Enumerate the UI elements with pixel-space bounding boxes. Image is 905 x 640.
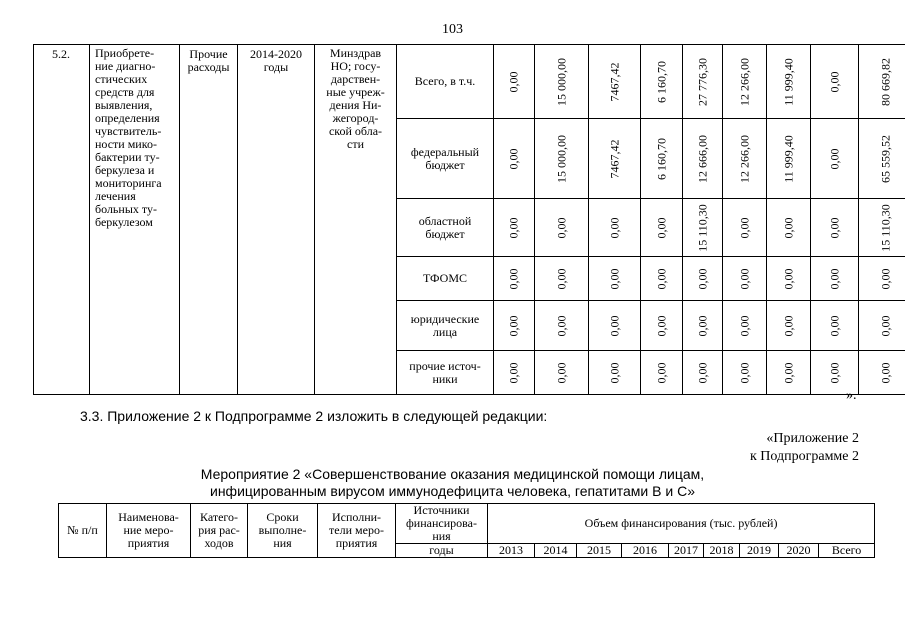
header-year: 2014 xyxy=(535,544,577,558)
funding-value: 0,00 xyxy=(781,268,795,289)
funding-value: 0,00 xyxy=(827,148,841,169)
header-executor xyxy=(318,504,396,558)
header-source-line: Источники xyxy=(413,503,470,517)
executor-line: дарствен- xyxy=(330,72,381,86)
closing-mark: ». xyxy=(846,388,857,403)
funding-source-line: бюджет xyxy=(425,157,465,172)
funding-value-cell xyxy=(589,119,641,199)
funding-source-line: Всего, в т.ч. xyxy=(414,74,476,88)
funding-value: 0,00 xyxy=(554,362,568,383)
funding-value: 11 999,40 xyxy=(781,134,795,183)
funding-value: 15 110,30 xyxy=(695,203,709,252)
funding-value-cell xyxy=(494,45,535,119)
funding-value: 0,00 xyxy=(695,268,709,289)
event-name-line: ности мико- xyxy=(95,137,157,151)
funding-row xyxy=(34,45,905,119)
event-name-line: выявления, xyxy=(95,98,153,112)
funding-value: 0,00 xyxy=(827,315,841,336)
instruction-text: 3.3. Приложение 2 к Подпрограмме 2 изложить в следующей редакции: xyxy=(80,408,548,424)
funding-value: 0,00 xyxy=(506,217,521,238)
funding-source-line: областной xyxy=(418,213,472,228)
header-source xyxy=(396,504,488,544)
event-name-line: мониторинга xyxy=(95,176,162,190)
executor xyxy=(315,45,397,395)
funding-value: 0,00 xyxy=(737,362,751,383)
executor-line: ные учреж- xyxy=(326,85,385,99)
funding-value: 0,00 xyxy=(827,362,841,383)
funding-value-cell xyxy=(767,257,811,301)
header-category-line: рия рас- xyxy=(198,523,240,537)
expense-category xyxy=(180,45,238,395)
funding-value-cell xyxy=(767,301,811,351)
funding-value: 65 559,52 xyxy=(878,134,893,183)
funding-value-cell xyxy=(859,45,905,119)
event-name xyxy=(90,45,180,395)
funding-source-line: бюджет xyxy=(425,226,465,241)
executor-line: жегород- xyxy=(332,111,379,125)
funding-value-cell xyxy=(723,301,767,351)
header-term xyxy=(248,504,318,558)
funding-table-header xyxy=(58,503,875,558)
header-name-line: приятия xyxy=(127,536,170,550)
funding-value-cell xyxy=(589,45,641,119)
funding-value: 15 000,00 xyxy=(554,134,568,183)
funding-value: 0,00 xyxy=(506,315,521,336)
funding-value: 0,00 xyxy=(654,268,668,289)
funding-value-cell xyxy=(683,199,723,257)
funding-value-cell xyxy=(683,301,723,351)
funding-source xyxy=(397,351,494,395)
header-year: 2013 xyxy=(488,544,535,558)
event-name-line: определения xyxy=(95,111,160,125)
event-title-line-1: Мероприятие 2 «Совершенствование оказания медицинской помощи лицам, xyxy=(200,466,705,482)
funding-source-line: федеральный xyxy=(410,144,480,159)
header-source-line: ния xyxy=(432,529,451,543)
funding-value: 12 266,00 xyxy=(737,134,751,183)
executor-line: НО; госу- xyxy=(330,59,381,73)
funding-value-cell xyxy=(589,199,641,257)
header-category-line: ходов xyxy=(204,536,234,550)
funding-value: 0,00 xyxy=(654,315,668,336)
funding-value-cell xyxy=(767,45,811,119)
header-year: 2016 xyxy=(622,544,669,558)
funding-value-cell xyxy=(641,301,683,351)
funding-value-cell xyxy=(535,199,589,257)
funding-value-cell xyxy=(641,45,683,119)
funding-value-cell xyxy=(589,257,641,301)
funding-value-cell xyxy=(723,257,767,301)
funding-value: 0,00 xyxy=(554,315,568,336)
event-title xyxy=(0,466,905,500)
header-executor-line: тели меро- xyxy=(329,523,384,537)
funding-value: 27 776,30 xyxy=(695,57,709,106)
funding-value: 0,00 xyxy=(781,217,795,238)
event-name-line: чувствитель- xyxy=(95,124,162,138)
funding-value-cell xyxy=(535,301,589,351)
header-term-line: Сроки xyxy=(266,510,299,524)
funding-value: 0,00 xyxy=(827,71,841,92)
funding-value-cell xyxy=(535,257,589,301)
funding-value: 6 160,70 xyxy=(654,137,668,180)
funding-value: 0,00 xyxy=(506,268,521,289)
funding-value-cell xyxy=(767,351,811,395)
header-executor-line: Исполни- xyxy=(331,510,382,524)
funding-value: 7467,42 xyxy=(607,139,621,178)
funding-table-5-2 xyxy=(33,44,905,395)
funding-value-cell xyxy=(859,199,905,257)
header-name xyxy=(107,504,191,558)
funding-value: 0,00 xyxy=(607,315,621,336)
funding-value: 0,00 xyxy=(878,362,893,383)
funding-value: 0,00 xyxy=(506,148,521,169)
funding-value: 0,00 xyxy=(607,268,621,289)
funding-value-cell xyxy=(494,301,535,351)
funding-value: 12 666,00 xyxy=(695,134,709,183)
funding-value: 6 160,70 xyxy=(654,60,668,103)
event-name-line: Приобрете- xyxy=(95,46,155,60)
funding-value: 12 266,00 xyxy=(737,57,751,106)
row-number: 5.2. xyxy=(34,45,90,395)
funding-value: 0,00 xyxy=(695,315,709,336)
funding-value-cell xyxy=(859,257,905,301)
funding-value: 0,00 xyxy=(654,217,668,238)
header-term-line: ния xyxy=(273,536,292,550)
event-name-line: ние диагно- xyxy=(95,59,156,73)
funding-value: 0,00 xyxy=(607,217,621,238)
funding-value-cell xyxy=(859,301,905,351)
funding-value: 0,00 xyxy=(878,268,893,289)
appendix-line-1: «Приложение 2 xyxy=(766,431,859,446)
funding-value: 0,00 xyxy=(781,362,795,383)
funding-source xyxy=(397,257,494,301)
event-name-line: средств для xyxy=(95,85,155,99)
funding-value: 0,00 xyxy=(607,362,621,383)
funding-value-cell xyxy=(535,45,589,119)
funding-value: 0,00 xyxy=(506,71,521,92)
funding-value-cell xyxy=(723,119,767,199)
event-name-line: бактерии ту- xyxy=(95,150,160,164)
header-year: 2017 xyxy=(669,544,704,558)
execution-term xyxy=(238,45,315,395)
funding-value: 0,00 xyxy=(737,268,751,289)
funding-value-cell xyxy=(859,351,905,395)
header-year: 2019 xyxy=(740,544,779,558)
funding-value: 7467,42 xyxy=(607,62,621,101)
event-name-line: беркулеза и xyxy=(95,163,155,177)
funding-value-cell xyxy=(641,199,683,257)
header-year: 2018 xyxy=(704,544,740,558)
funding-value: 0,00 xyxy=(654,362,668,383)
funding-value-cell xyxy=(811,257,859,301)
funding-value-cell xyxy=(494,119,535,199)
header-num: № п/п xyxy=(59,504,107,558)
funding-value: 15 000,00 xyxy=(554,57,568,106)
funding-value-cell xyxy=(535,351,589,395)
execution-term-line: годы xyxy=(263,60,289,74)
expense-category-line: расходы xyxy=(187,60,230,74)
header-volume: Объем финансирования (тыс. рублей) xyxy=(488,504,875,544)
funding-value: 0,00 xyxy=(827,217,841,238)
funding-source-line: лица xyxy=(432,324,458,339)
funding-value-cell xyxy=(767,119,811,199)
appendix-heading xyxy=(750,430,859,466)
funding-value-cell xyxy=(494,351,535,395)
executor-line: Минздрав xyxy=(329,46,382,60)
execution-term-line: 2014-2020 xyxy=(250,47,302,61)
funding-value: 11 999,40 xyxy=(781,57,795,106)
funding-value: 0,00 xyxy=(737,217,751,238)
funding-value-cell xyxy=(683,351,723,395)
funding-value-cell xyxy=(811,45,859,119)
executor-line: сти xyxy=(347,137,364,151)
event-name-line: стических xyxy=(95,72,148,86)
event-name-line: беркулезом xyxy=(95,215,153,229)
header-term-line: выполне- xyxy=(258,523,307,537)
funding-source-line: ТФОМС xyxy=(422,271,468,285)
appendix-line-2: к Подпрограмме 2 xyxy=(749,449,859,464)
funding-value-cell xyxy=(641,257,683,301)
funding-value: 0,00 xyxy=(554,217,568,238)
header-category xyxy=(191,504,248,558)
funding-value-cell xyxy=(641,351,683,395)
header-name-line: ние меро- xyxy=(123,523,174,537)
header-name-line: Наименова- xyxy=(118,510,179,524)
funding-value-cell xyxy=(494,257,535,301)
funding-value-cell xyxy=(723,199,767,257)
funding-value-cell xyxy=(683,257,723,301)
funding-source xyxy=(397,119,494,199)
executor-line: ской обла- xyxy=(328,124,383,138)
funding-value-cell xyxy=(723,45,767,119)
page-number: 103 xyxy=(442,22,463,37)
funding-source-line: ники xyxy=(432,371,458,386)
funding-value: 15 110,30 xyxy=(878,203,893,252)
header-year: Всего xyxy=(819,544,875,558)
event-name-line: больных ту- xyxy=(95,202,157,216)
funding-value-cell xyxy=(767,199,811,257)
funding-source xyxy=(397,301,494,351)
funding-value-cell xyxy=(811,119,859,199)
funding-value: 0,00 xyxy=(878,315,893,336)
funding-value-cell xyxy=(589,301,641,351)
header-source-years: годы xyxy=(396,544,488,558)
funding-source-line: юридические xyxy=(410,311,480,326)
funding-value-cell xyxy=(859,119,905,199)
funding-value-cell xyxy=(535,119,589,199)
funding-value: 0,00 xyxy=(506,362,521,383)
funding-value: 0,00 xyxy=(781,315,795,336)
funding-value: 80 669,82 xyxy=(878,57,893,106)
funding-value: 0,00 xyxy=(827,268,841,289)
funding-value-cell xyxy=(589,351,641,395)
funding-value-cell xyxy=(641,119,683,199)
expense-category-line: Прочие xyxy=(189,47,228,61)
funding-value-cell xyxy=(683,119,723,199)
event-name-line: лечения xyxy=(95,189,136,203)
funding-source-line: прочие источ- xyxy=(409,358,481,373)
executor-line: дения Ни- xyxy=(329,98,382,112)
funding-value: 0,00 xyxy=(737,315,751,336)
header-category-line: Катего- xyxy=(199,510,239,524)
funding-source xyxy=(397,45,494,119)
funding-value-cell xyxy=(683,45,723,119)
funding-source xyxy=(397,199,494,257)
funding-value: 0,00 xyxy=(554,268,568,289)
funding-value-cell xyxy=(811,301,859,351)
event-title-line-2: инфицированным вирусом иммунодефицита человека, гепатитами В и С» xyxy=(210,483,695,499)
header-year: 2015 xyxy=(577,544,622,558)
header-source-line: финансирова- xyxy=(406,516,477,530)
funding-value: 0,00 xyxy=(695,362,709,383)
header-year: 2020 xyxy=(779,544,819,558)
funding-value-cell xyxy=(723,351,767,395)
funding-value-cell xyxy=(811,199,859,257)
header-executor-line: приятия xyxy=(335,536,378,550)
funding-value-cell xyxy=(494,199,535,257)
